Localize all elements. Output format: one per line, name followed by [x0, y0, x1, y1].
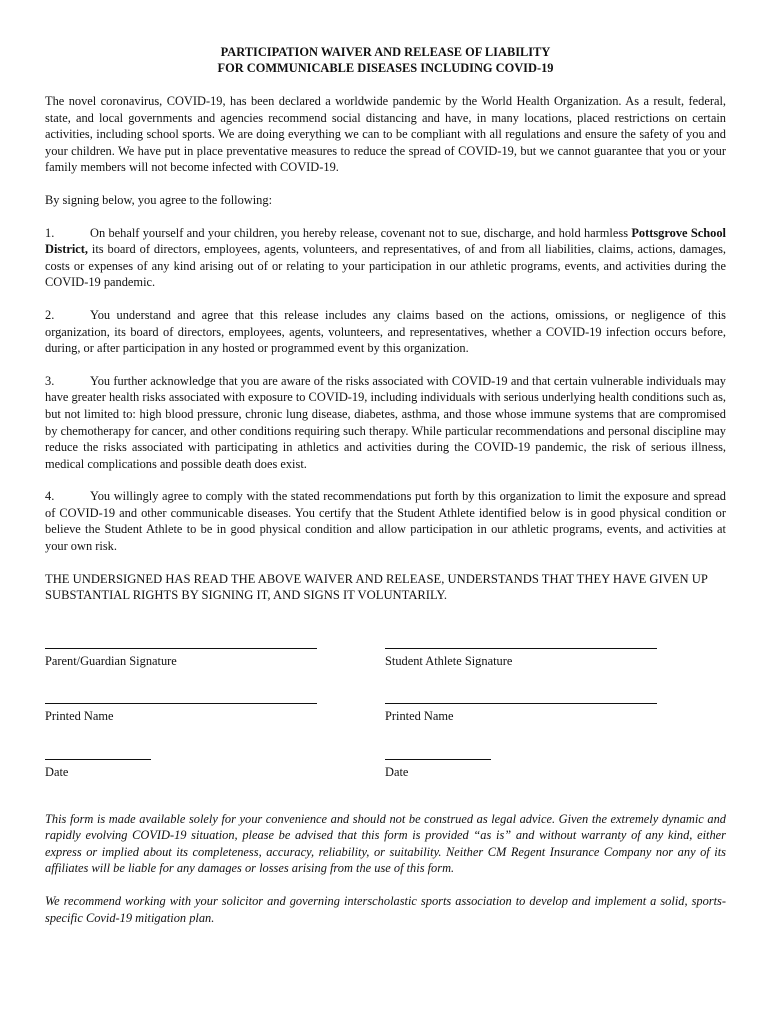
athlete-signature-field[interactable] — [385, 636, 725, 670]
athlete-printed-name-field[interactable] — [385, 691, 725, 725]
agreement-lead: By signing below, you agree to the following: — [45, 192, 273, 207]
parent-printed-name-field[interactable] — [45, 691, 385, 725]
clause-number: 1. — [45, 225, 55, 240]
title-line-2: FOR COMMUNICABLE DISEASES INCLUDING COVID-19 — [217, 61, 554, 75]
clause-lead-text: On behalf yourself and your children, you hereby release, covenant not to sue, discharge, and hold harmless — [90, 225, 632, 240]
signature-line[interactable] — [385, 636, 657, 649]
signature-line[interactable] — [385, 691, 657, 704]
signature-line[interactable] — [45, 691, 317, 704]
athlete-date-field[interactable] — [385, 747, 725, 781]
signature-label: Date — [385, 765, 409, 780]
signature-label: Printed Name — [385, 709, 454, 724]
clause-text: You willingly agree to comply with the stated recommendations put forth by this organization to limit the exposure and spread of COVID-19 and other communicable diseases. You certify that the Student Athlete identified below is in good physical condition or believe the Student Athlete to be in good physical condition and allow participation in our athletic programs, events, and activities at your own risk. — [45, 489, 726, 554]
signature-line[interactable] — [45, 747, 151, 760]
signature-label: Date — [45, 765, 69, 780]
parent-date-field[interactable] — [45, 747, 385, 781]
clause-2 — [45, 307, 726, 357]
clause-number: 4. — [45, 489, 55, 504]
signature-label: Printed Name — [45, 709, 114, 724]
recommendation-note: We recommend working with your solicitor and governing interscholastic sports association to develop and implement a solid, sports-specific Covid-19 mitigation plan. — [45, 894, 726, 925]
clause-text: You further acknowledge that you are aware of the risks associated with COVID-19 and that certain vulnerable individuals may have greater health risks associated with exposure to COVID-19, including individuals with serious underlying health conditions such as, but not limited to: high blood pressure, chronic lung disease, diabetes, asthma, and those whose immune systems that are compromised by chemotherapy for cancer, and other conditions requiring such therapy. While particular recommendations and personal discipline may reduce the risks associated with participating in athletics and activities during the COVID-19 pandemic, the risk of serious illness, medical complications and possible death does exist. — [45, 373, 727, 471]
title-line-1: PARTICIPATION WAIVER AND RELEASE OF LIABILITY — [220, 45, 551, 59]
clause-number: 2. — [45, 307, 55, 322]
signature-label: Parent/Guardian Signature — [45, 653, 177, 668]
signature-label: Student Athlete Signature — [385, 653, 513, 668]
clause-1 — [45, 225, 726, 291]
intro-paragraph: The novel coronavirus, COVID-19, has been declared a worldwide pandemic by the World Health Organization. As a result, federal, state, and local governments and agencies recommend social distancing and have, in many locations, placed restrictions on certain activities, including school sports. We are doing everything we can to be compliant with all regulations and ensure the safety of you and your children. We have put in place preventative measures to reduce the spread of COVID-19, but we cannot guarantee that you or your family members will not become infected with COVID-19. — [45, 94, 726, 175]
clause-4 — [45, 488, 726, 554]
district-name: Pottsgrove School District, — [45, 225, 726, 257]
signature-block — [45, 636, 726, 781]
clause-text: You understand and agree that this release includes any claims based on the actions, omissions, or negligence of this organization, its board of directors, employees, agents, volunteers, and representatives, whether a COVID-19 infection occurs before, during, or after participation in any hosted or programmed event by this organization. — [45, 307, 726, 356]
signature-line[interactable] — [385, 747, 491, 760]
parent-signature-field[interactable] — [45, 636, 385, 670]
acknowledgement-statement: THE UNDERSIGNED HAS READ THE ABOVE WAIVER AND RELEASE, UNDERSTANDS THAT THEY HAVE GIVEN UP SUBSTANTIAL RIGHTS BY SIGNING IT, AND SIGNS IT VOLUNTARILY. — [45, 571, 708, 603]
document-title — [45, 44, 726, 76]
clause-3 — [45, 373, 726, 473]
legal-disclaimer: This form is made available solely for your convenience and should not be construed as legal advice. Given the extremely dynamic and rapidly evolving COVID-19 situation, please be advised that this form is provided “as is” and without warranty of any kind, either express or implied about its completeness, accuracy, reliability, or suitability. Neither CM Regent Insurance Company nor any of its affiliates will be liable for any damages or losses arising from the use of this form. — [45, 811, 726, 876]
signature-line[interactable] — [45, 636, 317, 649]
clause-text: its board of directors, employees, agents, volunteers, and representatives, of and from all liabilities, claims, actions, damages, costs or expenses of any kind arising out of or relating to your participation in our athletic programs, events, and activities during the COVID-19 pandemic. — [45, 242, 726, 290]
clause-number: 3. — [45, 373, 55, 388]
